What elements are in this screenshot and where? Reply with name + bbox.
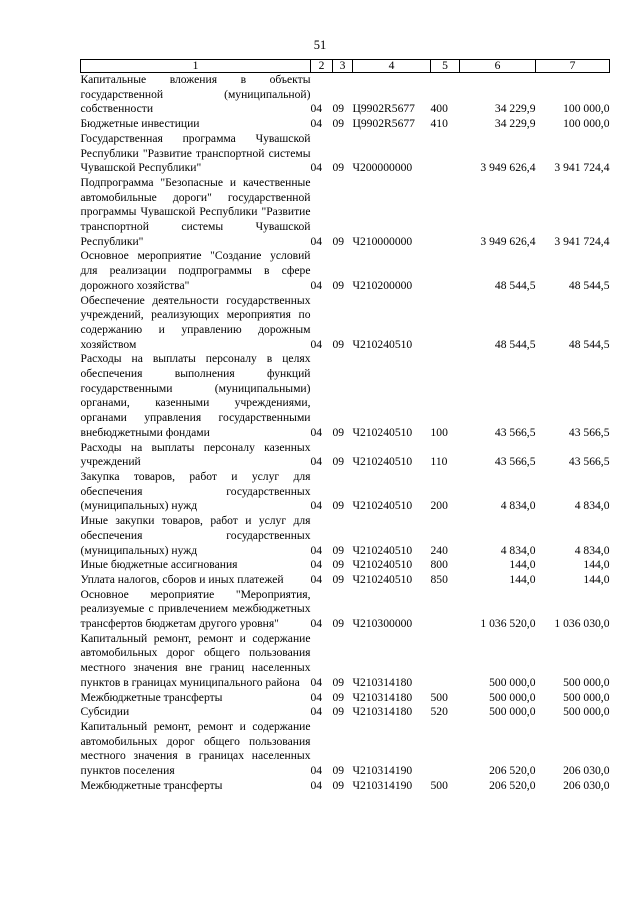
row-expense-type-code	[431, 249, 460, 293]
budget-table	[80, 59, 610, 793]
row-expense-type-code	[431, 720, 460, 779]
row-subsection-code: 09	[332, 117, 345, 131]
row-amount-year-1: 1 036 520,0	[480, 617, 536, 631]
table-row	[81, 779, 610, 794]
row-target-article-code: Ч210314190	[352, 778, 413, 792]
row-target-article-code: Ч210240510	[352, 337, 413, 351]
row-section-code: 04	[310, 499, 323, 513]
row-section-code: 04	[310, 764, 323, 778]
row-subsection-code: 09	[332, 764, 345, 778]
row-target-article-code: Ч210240510	[352, 543, 413, 557]
row-section-code: 04	[310, 543, 323, 557]
row-description: Подпрограмма "Безопасные и качественные автомобильные дороги" государственной программы Чувашской Республики "Развитие транспортной системы Чувашской Республики"	[80, 175, 311, 248]
row-description: Капитальные вложения в объекты государственной (муниципальной) собственности	[80, 73, 311, 116]
row-amount-year-1: 3 949 626,4	[480, 161, 536, 175]
row-amount-year-1: 206 520,0	[489, 764, 536, 778]
row-section-code: 04	[310, 278, 323, 292]
row-description: Капитальный ремонт, ремонт и содержание автомобильных дорог общего пользования местного значения в границах населенных пунктов поселения	[80, 719, 311, 778]
row-section-code: 04	[310, 705, 323, 719]
table-row	[81, 117, 610, 132]
row-target-article-code: Ч210240510	[352, 455, 413, 469]
row-amount-year-2: 206 030,0	[563, 764, 610, 778]
row-amount-year-1: 500 000,0	[489, 690, 536, 704]
row-section-code: 04	[310, 337, 323, 351]
row-expense-type-code: 520	[430, 705, 448, 719]
row-amount-year-1: 144,0	[509, 572, 536, 586]
row-amount-year-2: 48 544,5	[568, 278, 610, 292]
header-col-4: 4	[353, 60, 431, 73]
table-header-row	[81, 60, 610, 73]
table-body	[81, 73, 610, 794]
row-section-code: 04	[310, 102, 323, 116]
row-subsection-code: 09	[332, 455, 345, 469]
table-row	[81, 588, 610, 632]
row-subsection-code: 09	[332, 558, 345, 572]
header-col-2: 2	[311, 60, 333, 73]
header-col-1: 1	[81, 60, 311, 73]
row-section-code: 04	[310, 234, 323, 248]
table-row	[81, 470, 610, 514]
row-section-code: 04	[310, 558, 323, 572]
row-target-article-code: Ч210314180	[352, 705, 413, 719]
row-target-article-code: Ч200000000	[352, 161, 413, 175]
row-amount-year-2: 1 036 030,0	[554, 617, 610, 631]
row-target-article-code: Ч210314180	[352, 675, 413, 689]
row-target-article-code: Ц9902R5677	[352, 102, 415, 116]
row-amount-year-2: 4 834,0	[574, 543, 610, 557]
row-amount-year-2: 500 000,0	[563, 705, 610, 719]
row-section-code: 04	[310, 161, 323, 175]
row-description: Расходы на выплаты персоналу в целях обеспечения выполнения функций государственными (муниципальными) органами, казенными учреждениями, органами управления государственными внебюджетными фондами	[80, 352, 311, 439]
header-col-6: 6	[460, 60, 536, 73]
row-description: Иные бюджетные ассигнования	[80, 558, 238, 572]
row-section-code: 04	[310, 117, 323, 131]
row-target-article-code: Ч210000000	[352, 234, 413, 248]
row-amount-year-1: 500 000,0	[489, 705, 536, 719]
row-amount-year-1: 34 229,9	[494, 117, 536, 131]
row-amount-year-1: 206 520,0	[489, 778, 536, 792]
row-subsection-code: 09	[332, 617, 345, 631]
row-subsection-code: 09	[332, 572, 345, 586]
row-amount-year-1: 3 949 626,4	[480, 234, 536, 248]
row-subsection-code: 09	[332, 161, 345, 175]
row-subsection-code: 09	[332, 778, 345, 792]
row-description: Обеспечение деятельности государственных учреждений, реализующих мероприятия по содержанию и управлению дорожным хозяйством	[80, 293, 311, 351]
table-row	[81, 514, 610, 558]
table-row	[81, 705, 610, 720]
row-amount-year-1: 43 566,5	[494, 455, 536, 469]
header-col-7: 7	[536, 60, 610, 73]
row-amount-year-1: 48 544,5	[494, 278, 536, 292]
row-subsection-code: 09	[332, 102, 345, 116]
row-subsection-code: 09	[332, 705, 345, 719]
row-description: Межбюджетные трансферты	[80, 778, 223, 792]
row-subsection-code: 09	[332, 675, 345, 689]
table-row	[81, 294, 610, 353]
row-section-code: 04	[310, 425, 323, 439]
table-row	[81, 720, 610, 779]
row-expense-type-code: 110	[430, 455, 448, 469]
row-amount-year-1: 43 566,5	[494, 425, 536, 439]
row-amount-year-1: 48 544,5	[494, 337, 536, 351]
row-expense-type-code	[431, 294, 460, 353]
row-expense-type-code: 500	[430, 690, 448, 704]
row-expense-type-code: 410	[430, 117, 448, 131]
row-amount-year-2: 100 000,0	[563, 102, 610, 116]
row-subsection-code: 09	[332, 337, 345, 351]
row-target-article-code: Ч210240510	[352, 558, 413, 572]
row-target-article-code: Ч210200000	[352, 278, 413, 292]
row-description: Закупка товаров, работ и услуг для обеспечения государственных (муниципальных) нужд	[80, 469, 311, 513]
row-amount-year-1: 4 834,0	[500, 543, 536, 557]
row-description: Основное мероприятие "Мероприятия, реализуемые с привлечением межбюджетных трансфертов бюджетам другого уровня"	[80, 587, 311, 631]
row-amount-year-2: 3 941 724,4	[554, 234, 610, 248]
table-row	[81, 249, 610, 293]
row-amount-year-2: 48 544,5	[568, 337, 610, 351]
row-amount-year-2: 43 566,5	[568, 425, 610, 439]
row-amount-year-2: 4 834,0	[574, 499, 610, 513]
row-section-code: 04	[310, 690, 323, 704]
table-row	[81, 573, 610, 588]
table-row	[81, 132, 610, 176]
table-row	[81, 691, 610, 706]
row-expense-type-code	[431, 132, 460, 176]
row-subsection-code: 09	[332, 234, 345, 248]
row-description: Иные закупки товаров, работ и услуг для обеспечения государственных (муниципальных) нужд	[80, 514, 311, 557]
row-description: Уплата налогов, сборов и иных платежей	[80, 572, 284, 586]
row-amount-year-2: 43 566,5	[568, 455, 610, 469]
row-section-code: 04	[310, 778, 323, 792]
row-description: Расходы на выплаты персоналу казенных учреждений	[80, 440, 311, 469]
row-description: Межбюджетные трансферты	[80, 690, 223, 704]
row-description: Государственная программа Чувашской Республики "Развитие транспортной системы Чувашской Республики"	[80, 131, 311, 175]
row-expense-type-code: 800	[430, 558, 448, 572]
table-row	[81, 558, 610, 573]
row-subsection-code: 09	[332, 499, 345, 513]
row-description: Основное мероприятие "Создание условий для реализации подпрограммы в сфере дорожного хозяйства"	[80, 249, 311, 292]
row-expense-type-code: 500	[430, 778, 448, 792]
row-expense-type-code: 850	[430, 572, 448, 586]
row-subsection-code: 09	[332, 690, 345, 704]
row-amount-year-2: 100 000,0	[563, 117, 610, 131]
row-section-code: 04	[310, 572, 323, 586]
row-section-code: 04	[310, 675, 323, 689]
table-row	[81, 73, 610, 118]
row-expense-type-code: 240	[430, 543, 448, 557]
row-section-code: 04	[310, 617, 323, 631]
row-target-article-code: Ц9902R5677	[352, 117, 415, 131]
row-subsection-code: 09	[332, 543, 345, 557]
row-target-article-code: Ч210240510	[352, 572, 413, 586]
row-description: Капитальный ремонт, ремонт и содержание автомобильных дорог общего пользования местного значения вне границ населенных пунктов в границах муниципального района	[80, 631, 311, 689]
row-expense-type-code	[431, 176, 460, 250]
row-amount-year-2: 206 030,0	[563, 778, 610, 792]
row-expense-type-code	[431, 588, 460, 632]
row-amount-year-2: 144,0	[583, 558, 610, 572]
row-expense-type-code: 400	[430, 102, 448, 116]
row-target-article-code: Ч210314190	[352, 764, 413, 778]
row-amount-year-2: 3 941 724,4	[554, 161, 610, 175]
table-row	[81, 632, 610, 691]
row-subsection-code: 09	[332, 278, 345, 292]
row-expense-type-code: 200	[430, 499, 448, 513]
row-expense-type-code	[431, 632, 460, 691]
row-target-article-code: Ч210240510	[352, 499, 413, 513]
table-row	[81, 441, 610, 470]
page-number: 51	[313, 38, 327, 52]
row-amount-year-1: 4 834,0	[500, 499, 536, 513]
row-target-article-code: Ч210240510	[352, 425, 413, 439]
row-target-article-code: Ч210300000	[352, 617, 413, 631]
row-amount-year-2: 144,0	[583, 572, 610, 586]
table-row	[81, 176, 610, 250]
row-subsection-code: 09	[332, 425, 345, 439]
row-target-article-code: Ч210314180	[352, 690, 413, 704]
row-amount-year-1: 144,0	[509, 558, 536, 572]
row-amount-year-2: 500 000,0	[563, 690, 610, 704]
row-section-code: 04	[310, 455, 323, 469]
row-description: Субсидии	[80, 705, 130, 719]
row-amount-year-1: 34 229,9	[494, 102, 536, 116]
row-description: Бюджетные инвестиции	[80, 117, 200, 131]
header-col-3: 3	[333, 60, 353, 73]
table-row	[81, 352, 610, 440]
header-col-5: 5	[431, 60, 460, 73]
row-amount-year-2: 500 000,0	[563, 675, 610, 689]
row-amount-year-1: 500 000,0	[489, 675, 536, 689]
row-expense-type-code: 100	[430, 425, 448, 439]
